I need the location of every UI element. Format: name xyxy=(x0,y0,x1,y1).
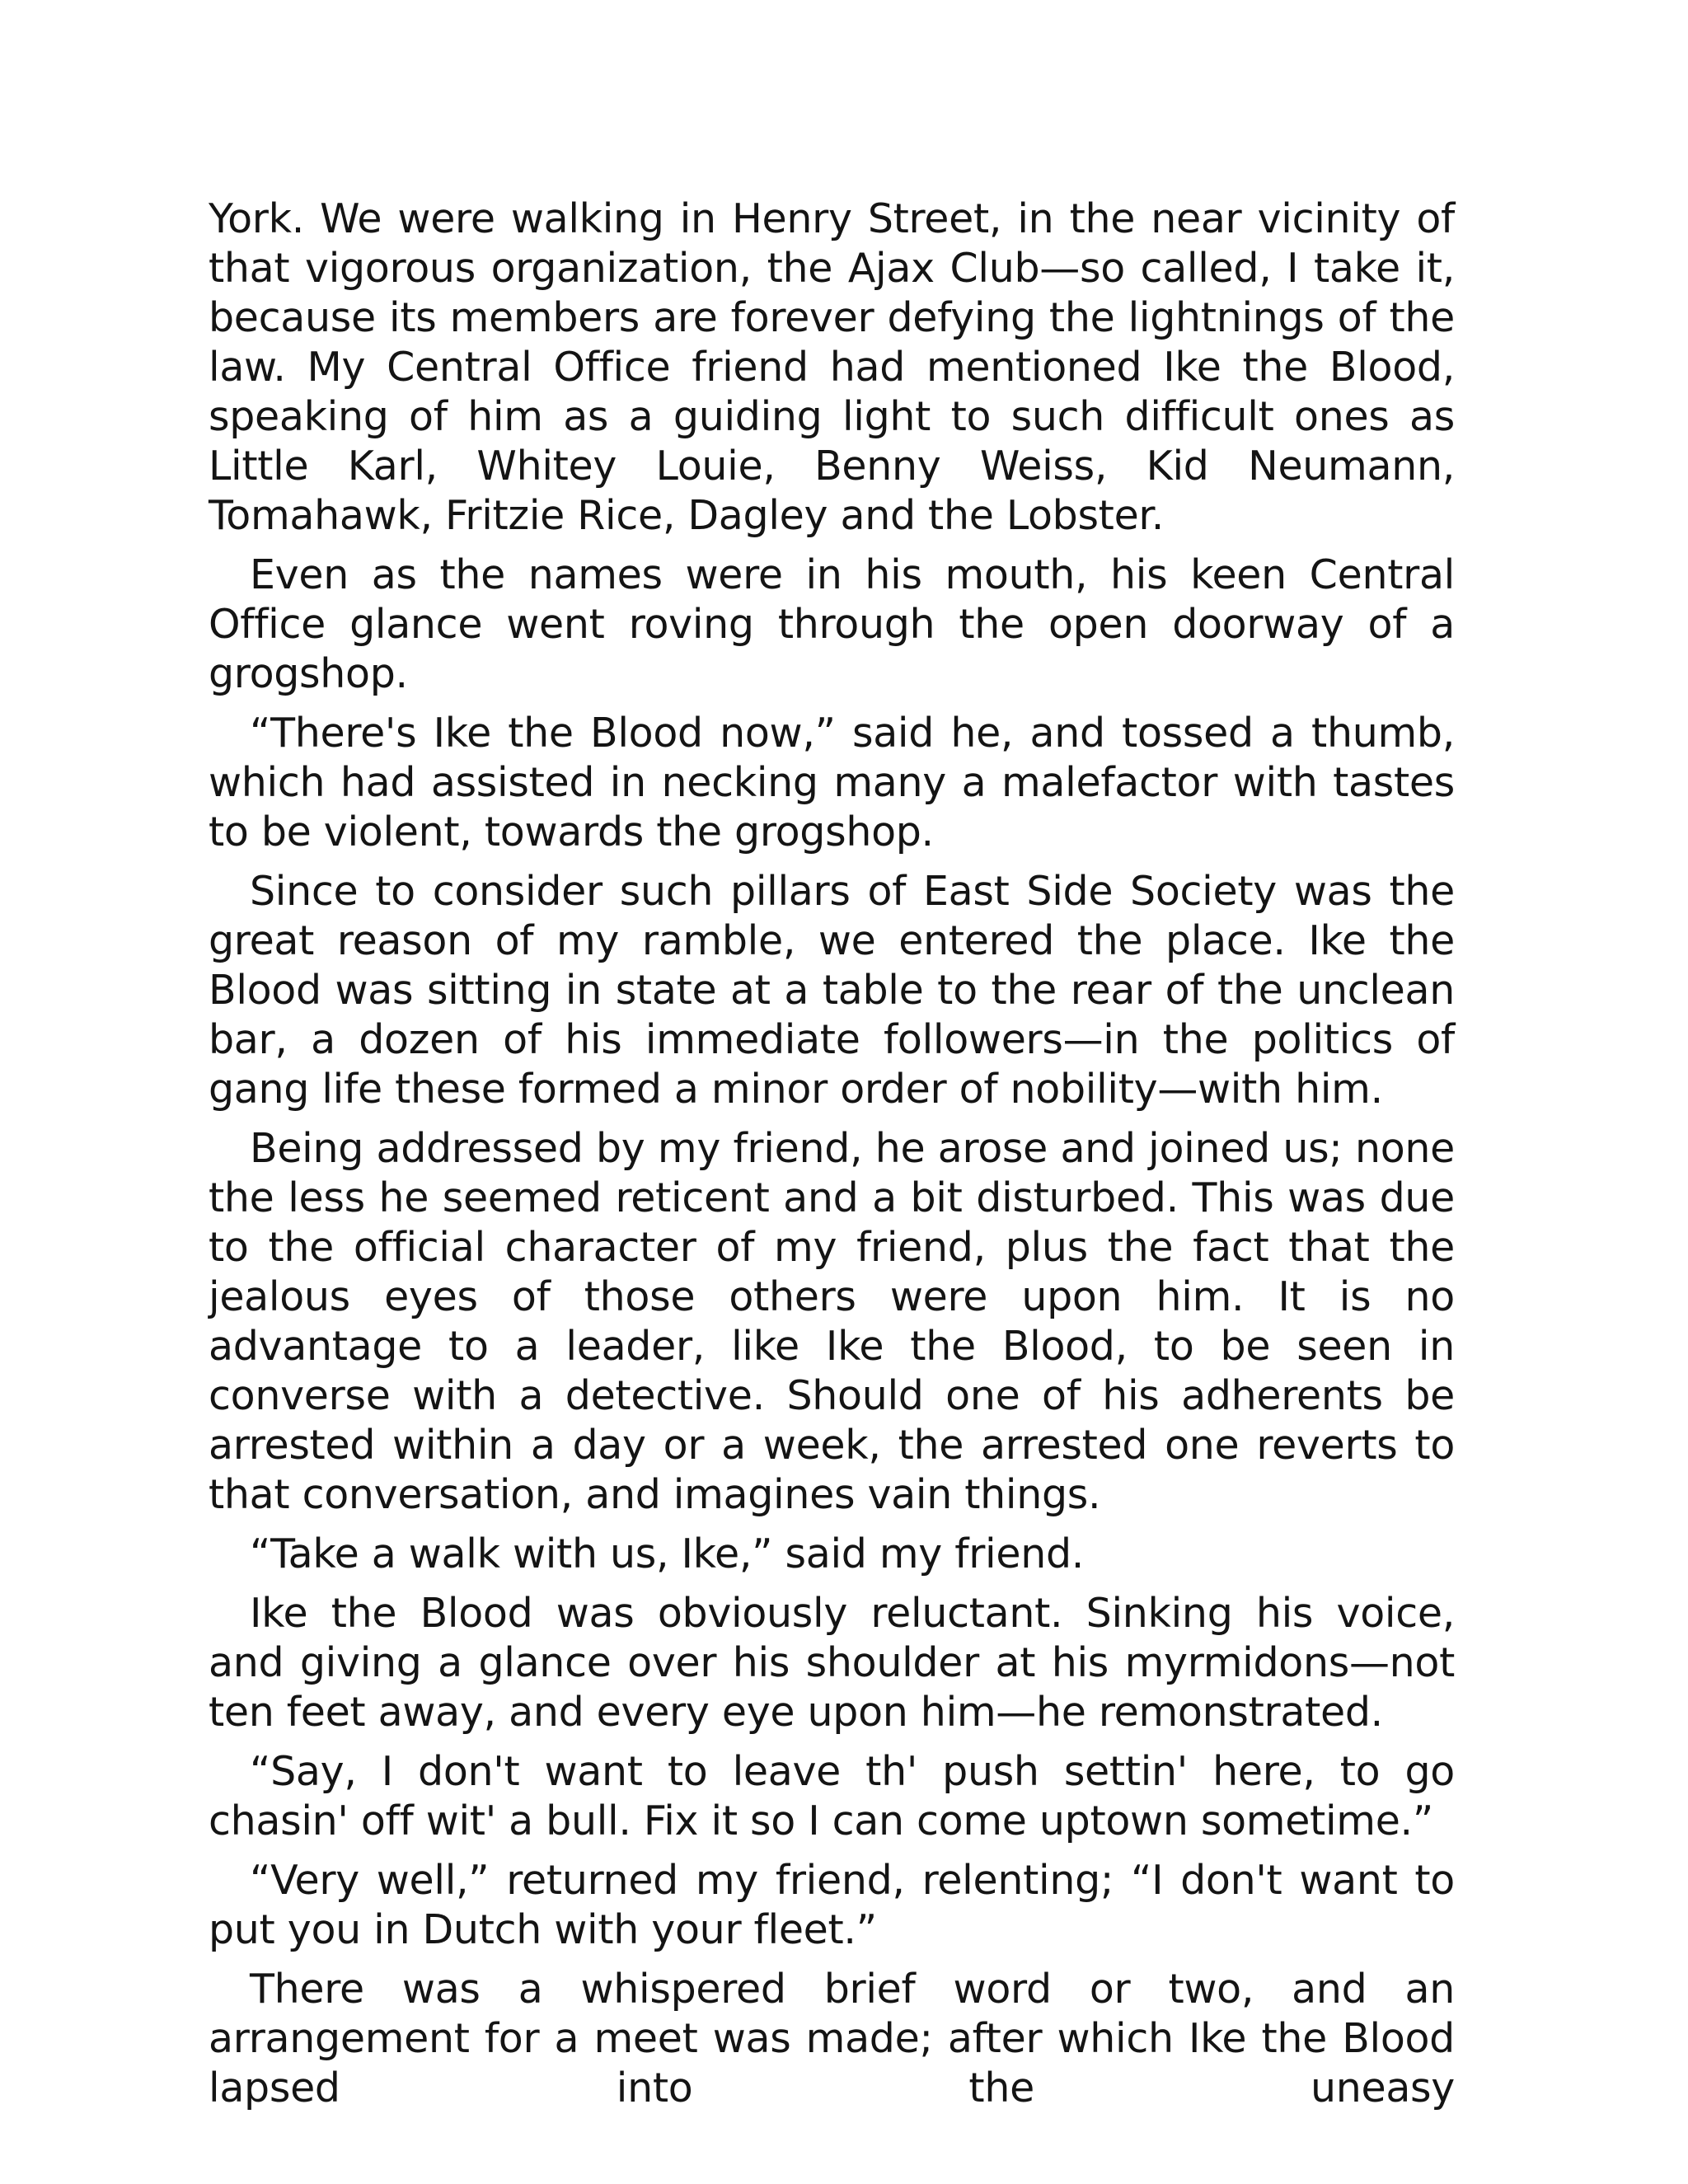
paragraph: “Very well,” returned my friend, relenting; “I don't want to put you in Dutch with your fleet.” xyxy=(209,1857,1455,1953)
paragraph: Being addressed by my friend, he arose and joined us; none the less he seemed reticent and a bit disturbed. This was due to the official character of my friend, plus the fact that the jealous eyes of those others were upon him. It is no advantage to a leader, like Ike the Blood, to be seen in converse with a detective. Should one of his adherents be arrested within a day or a week, the arrested one reverts to that conversation, and imagines vain things. xyxy=(209,1125,1455,1518)
paragraph: “Say, I don't want to leave th' push settin' here, to go chasin' off wit' a bull. Fix it so I can come uptown sometime.” xyxy=(209,1748,1455,1844)
paragraph: There was a whispered brief word or two, and an arrangement for a meet was made; after which Ike the Blood lapsed into the uneasy xyxy=(209,1966,1455,2111)
page-body xyxy=(209,194,1455,2123)
paragraph: Since to consider such pillars of East Side Society was the great reason of my ramble, we entered the place. Ike the Blood was sitting in state at a table to the rear of the unclean bar, a dozen of his immediate followers—in the politics of gang life these formed a minor order of nobility—with him. xyxy=(209,868,1455,1113)
paragraph: Even as the names were in his mouth, his keen Central Office glance went roving through the open doorway of a grogshop. xyxy=(209,551,1455,697)
paragraph: Ike the Blood was obviously reluctant. Sinking his voice, and giving a glance over his shoulder at his myrmidons—not ten feet away, and every eye upon him—he remonstrated. xyxy=(209,1590,1455,1736)
paragraph: “Take a walk with us, Ike,” said my friend. xyxy=(250,1530,1085,1577)
paragraph: York. We were walking in Henry Street, in the near vicinity of that vigorous organization, the Ajax Club—so called, I take it, because its members are forever defying the lightnings of the law. My Central Office friend had mentioned Ike the Blood, speaking of him as a guiding light to such difficult ones as Little Karl, Whitey Louie, Benny Weiss, Kid Neumann, Tomahawk, Fritzie Rice, Dagley and the Lobster. xyxy=(209,195,1455,539)
paragraph: “There's Ike the Blood now,” said he, and tossed a thumb, which had assisted in necking many a malefactor with tastes to be violent, towards the grogshop. xyxy=(209,710,1455,855)
